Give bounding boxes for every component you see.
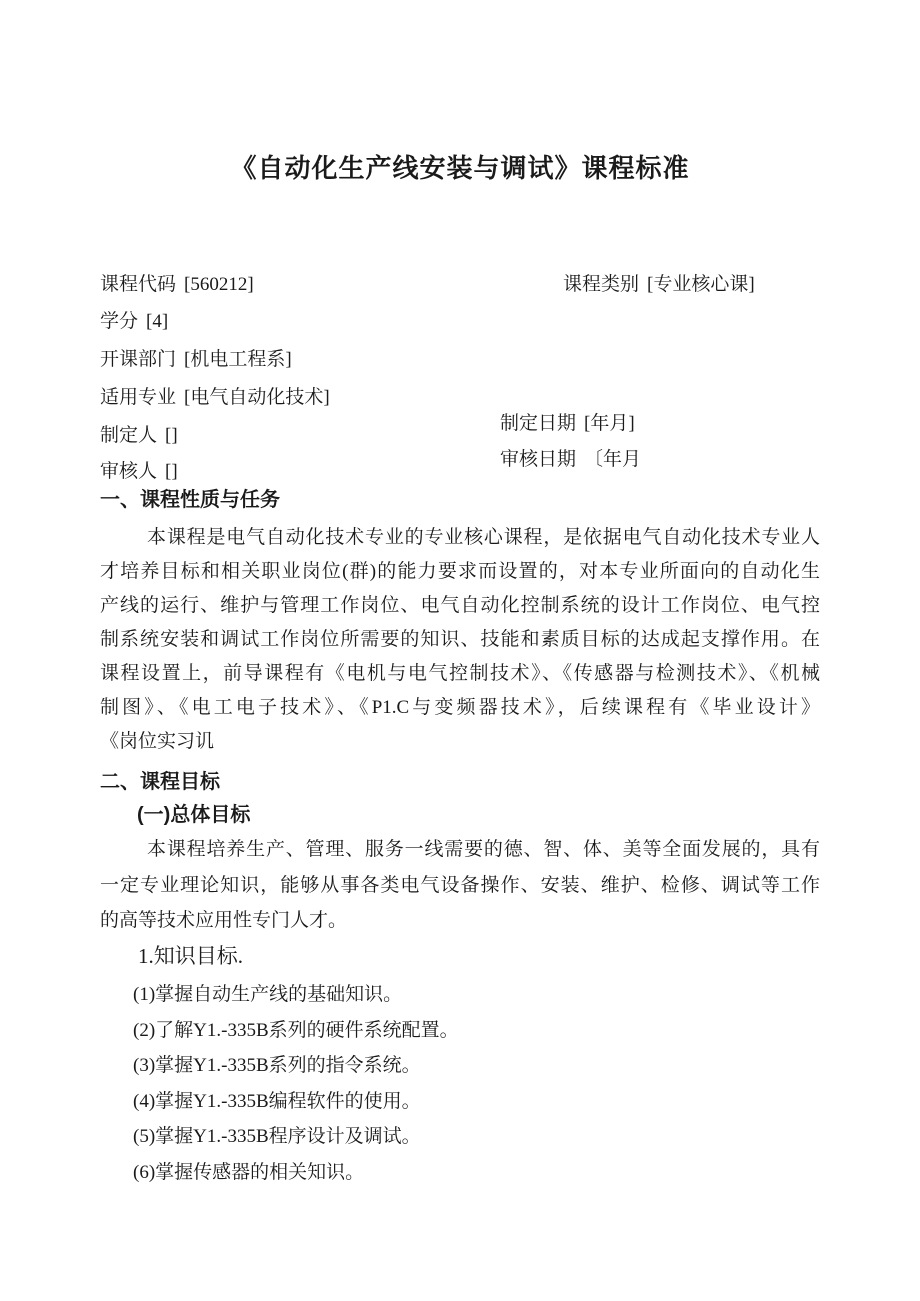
field-label: 开课部门: [100, 349, 177, 370]
field-label: 审核人: [100, 461, 158, 482]
field-value: [560212]: [184, 274, 254, 295]
section1-paragraph: [100, 521, 820, 759]
section1-heading: 一、课程性质与任务: [100, 489, 280, 511]
list-item: (4)掌握Y1.-335B编程软件的使用。: [133, 1090, 421, 1112]
list-item: (5)掌握Y1.-335B程序设计及调试。: [133, 1126, 421, 1147]
field-label: 适用专业: [100, 387, 177, 408]
paragraph-line: 制图》、《电工电子技术》、《P1.C与变频器技术》，后续课程有《毕业设计》: [100, 697, 820, 718]
document-title: 《自动化生产线安装与调试》课程标准: [230, 153, 690, 183]
field-label: 学分: [100, 311, 139, 332]
list-item: (1)掌握自动生产线的基础知识。: [133, 984, 403, 1005]
field-value: [年月]: [584, 413, 635, 434]
paragraph-line: 制系统安装和调试工作岗位所需要的知识、技能和素质目标的达成起支撑作用。在: [100, 629, 820, 650]
field-value: [4]: [146, 311, 169, 332]
field-label: 制定人: [100, 425, 158, 446]
list-item: (2)了解Y1.-335B系列的硬件系统配置。: [133, 1019, 459, 1041]
meta-field-creation-date: [500, 411, 635, 437]
paragraph-line: 的高等技术应用性专门人才。: [100, 910, 348, 931]
meta-field-author: [100, 423, 178, 449]
paragraph-line: 本课程是电气自动化技术专业的专业核心课程，是依据电气自动化技术专业人: [147, 527, 820, 548]
meta-field-credits: [100, 309, 168, 335]
meta-field-review-date: [500, 447, 641, 473]
list-item: (3)掌握Y1.-335B系列的指令系统。: [133, 1055, 421, 1076]
field-label: 课程类别: [563, 274, 640, 295]
field-label: 课程代码: [100, 274, 177, 295]
field-label: 制定日期: [500, 413, 577, 434]
field-value: []: [165, 425, 178, 446]
paragraph-line: 才培养目标和相关职业岗位(群)的能力要求而设置的，对本专业所面向的自动化生: [100, 561, 820, 582]
field-value: [专业核心课]: [647, 274, 755, 295]
meta-field-course-category: [563, 272, 755, 298]
field-value: []: [165, 461, 178, 482]
field-value: [电气自动化技术]: [184, 387, 330, 408]
overall-goal-paragraph: [100, 832, 820, 939]
overall-goal-heading: (一)总体目标: [137, 804, 251, 826]
meta-field-major: [100, 385, 330, 411]
knowledge-goal-heading: 1.知识目标.: [138, 944, 243, 968]
paragraph-line: 《岗位实习讥: [100, 731, 215, 752]
meta-field-course-code: [100, 272, 254, 298]
paragraph-line: 课程设置上，前导课程有《电机与电气控制技术》、《传感器与检测技术》、《机械: [100, 663, 820, 684]
section2-heading: 二、课程目标: [100, 771, 220, 793]
meta-field-department: [100, 347, 292, 373]
paragraph-line: 一定专业理论知识，能够从事各类电气设备操作、安装、维护、检修、调试等工作: [100, 874, 820, 896]
knowledge-goal-list: [100, 977, 820, 1190]
list-item: (6)掌握传感器的相关知识。: [133, 1161, 365, 1183]
field-value: 〔年月: [584, 449, 642, 470]
paragraph-line: 本课程培养生产、管理、服务一线需要的德、智、体、美等全面发展的，具有: [147, 839, 820, 860]
paragraph-line: 产线的运行、维护与管理工作岗位、电气自动化控制系统的设计工作岗位、电气控: [100, 595, 820, 616]
field-value: [机电工程系]: [184, 349, 292, 370]
meta-field-reviewer: [100, 459, 178, 485]
field-label: 审核日期: [500, 449, 577, 470]
